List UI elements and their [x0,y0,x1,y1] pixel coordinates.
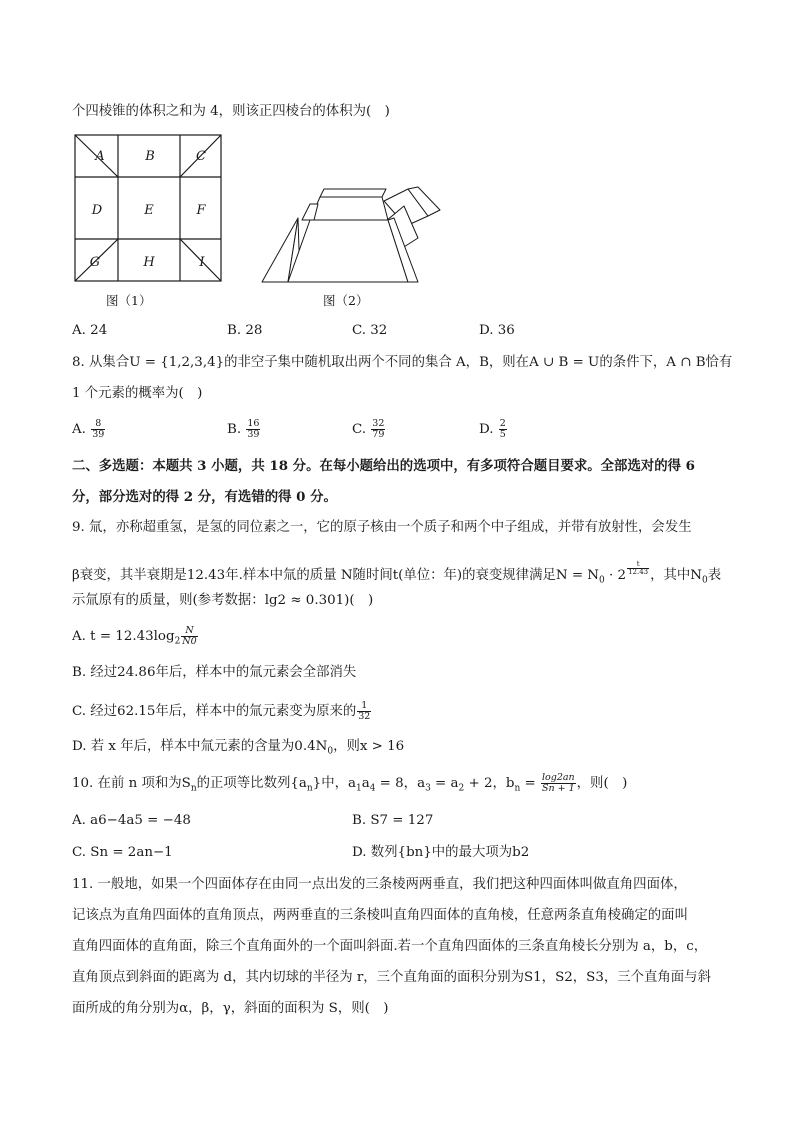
q8-option-a[interactable]: A. $\frac{8}{39}$ [72,418,105,440]
section-2-heading-line2: 分，部分选对的得 2 分，有选错的得 0 分。 [72,489,337,505]
q9-stem-line3: 示氚原有的质量，则(参考数据：lg2 ≈ 0.301)( ) [72,593,374,608]
q11-stem-line2: 记该点为直角四面体的直角顶点，两两垂直的三条棱叫直角四面体的直角棱，任意两条直角棱确定的面叫 [72,908,688,923]
q7-option-c[interactable]: C. 32 [352,323,388,338]
grid-label-a: A [95,149,105,164]
grid-label-b: B [145,149,155,164]
q8-stem-line1: 8. 从集合U = {1,2,3,4}的非空子集中随机取出两个不同的集合 A，B，则在A ∪ B = U的条件下，A ∩ B恰有 [72,355,733,370]
q8-stem-line2: 1 个元素的概率为( ) [72,386,203,401]
section-2-heading-line1: 二、多选题：本题共 3 小题，共 18 分。在每小题给出的选项中，有多项符合题目要求。全部选对的得 6 [72,458,695,474]
figure-2-caption: 图（2） [323,293,369,308]
figure-2-frustum [258,186,442,284]
q8-option-d[interactable]: D. $\frac{2}{5}$ [479,418,506,440]
q9-option-b[interactable]: B. 经过24.86年后，样本中的氚元素会全部消失 [72,665,357,680]
q9-option-c[interactable]: C. 经过62.15年后，样本中的氚元素变为原来的 $\frac{1}{32}$ [72,700,371,722]
grid-label-h: H [143,255,155,270]
q9-stem-line1: 9. 氚，亦称超重氢，是氢的同位素之一，它的原子核由一个质子和两个中子组成，并带有放射性，会发生 [72,520,692,535]
q11-stem-line1: 11. 一般地，如果一个四面体存在由同一点出发的三条棱两两垂直，我们把这种四面体叫做直角四面体， [72,877,687,892]
q7-option-a[interactable]: A. 24 [72,323,108,338]
q8-option-c[interactable]: C. $\frac{32}{79}$ [352,418,385,440]
grid-label-g: G [89,255,101,270]
q7-option-b[interactable]: B. 28 [227,323,263,338]
grid-label-d: D [91,203,103,218]
q10-option-c[interactable]: C. Sn = 2an−1 [72,845,173,860]
figure-1-grid [74,134,224,284]
q11-stem-line3: 直角四面体的直角面，除三个直角面外的一个面叫斜面.若一个直角四面体的三条直角棱长分别为 a，b，c， [72,939,708,954]
q11-stem-line5: 面所成的角分别为α，β，γ，斜面的面积为 S，则( ) [72,1001,389,1016]
grid-label-f: F [196,203,206,218]
q9-option-a[interactable]: A. $t = 12.43\log_2$ $\frac{N}{N0}$ [72,625,197,647]
grid-label-e: E [144,203,154,218]
q8-option-b[interactable]: B. $\frac{16}{39}$ [227,418,260,440]
grid-label-c: C [196,149,206,164]
q10-option-a[interactable]: A. a6−4a5 = −48 [72,813,191,828]
q10-option-d[interactable]: D. 数列{bn}中的最大项为b2 [352,845,530,860]
q7-stem: 个四棱锥的体积之和为 4，则该正四棱台的体积为( ) [72,104,390,119]
figure-1-caption: 图（1） [106,293,152,308]
q11-stem-line4: 直角顶点到斜面的距离为 d，其内切球的半径为 r，三个直角面的面积分别为S1，S2，S3，三个直角面与斜 [72,970,711,985]
q9-option-d[interactable]: D. 若 x 年后，样本中氚元素的含量为$0.4N_0$，则x > 16 [72,739,405,757]
q10-option-b[interactable]: B. S7 = 127 [352,813,434,828]
q10-stem: 10. 在前 n 项和为$S_n$的正项等比数列$\{a_n\}$中，$a_1a_4 = 8$，$a_3 = a_2 + 2$，$b_n$ = $\frac{\log 2an}{Sn + 1}$ ，则( ) [72,772,628,794]
q9-stem-line2: β衰变，其半衰期是12.43年.样本中氚的质量 N随时间t(单位：年)的衰变规律满足$N = N_0 \cdot 2$ $^{\frac{t}{12.43}}$ ，其中$N_0$表 [72,560,722,586]
grid-label-i: I [199,255,205,270]
q7-option-d[interactable]: D. 36 [479,323,515,338]
